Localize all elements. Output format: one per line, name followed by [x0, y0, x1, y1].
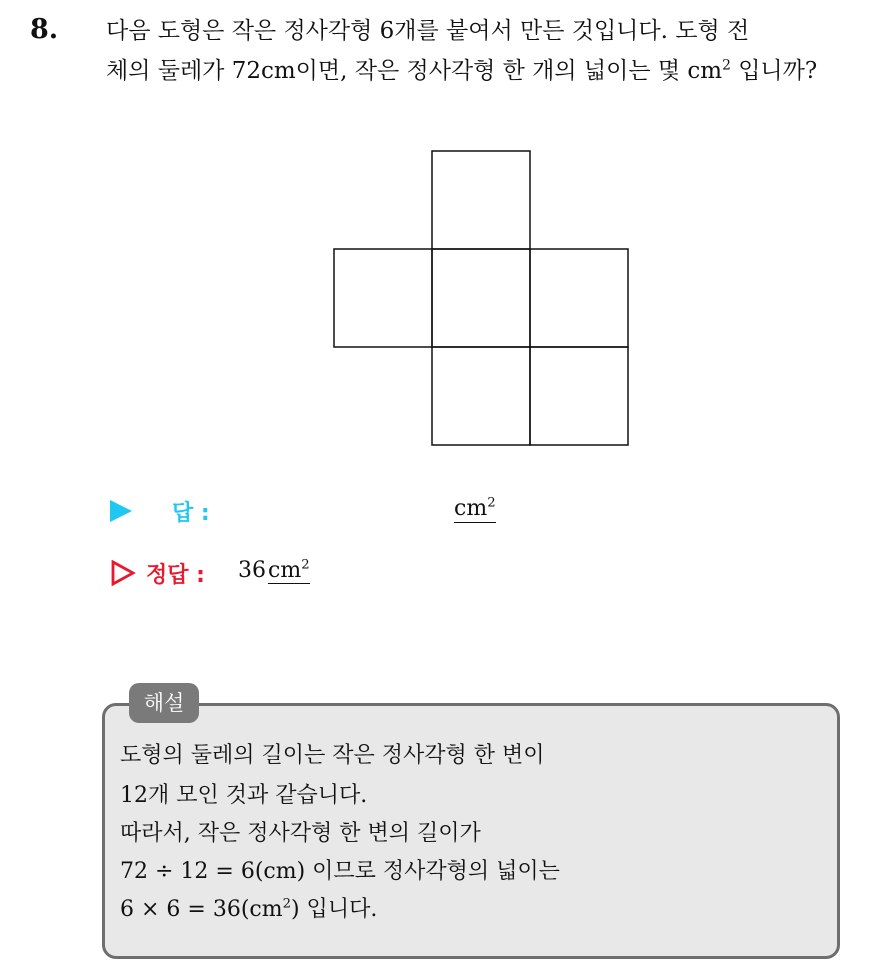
square-bottom-right	[530, 347, 628, 445]
answer-blank[interactable]	[454, 496, 496, 523]
answer-unit: cm	[454, 496, 488, 521]
explanation-line-1: 도형의 둘레의 길이는 작은 정사각형 한 변이	[120, 743, 545, 768]
square-middle-right	[530, 249, 628, 347]
square-top	[432, 151, 530, 249]
answer-marker-icon	[110, 500, 132, 522]
correct-answer-value: 36	[238, 558, 266, 583]
answer-label: 답 :	[172, 501, 210, 526]
correct-answer-marker-icon	[110, 560, 136, 586]
explanation-line-2: 12개 모인 것과 같습니다.	[120, 783, 368, 808]
square-bottom-center	[432, 347, 530, 445]
correct-answer-unit-superscript: 2	[301, 557, 310, 573]
question-line2-superscript: 2	[722, 57, 731, 74]
square-middle-left	[334, 249, 432, 347]
explanation-tab: 해설	[129, 683, 199, 723]
square-middle-center	[432, 249, 530, 347]
question-text-line-2	[106, 56, 817, 86]
explanation-line5-superscript: 2	[282, 896, 291, 912]
correct-answer-unit: cm	[268, 558, 302, 583]
explanation-line5-prefix: 6 × 6 = 36(cm	[120, 897, 283, 922]
answer-unit-superscript: 2	[487, 495, 496, 511]
question-line2-suffix: 입니까?	[730, 58, 818, 84]
correct-answer-unit-group	[268, 558, 310, 584]
question-line2-prefix: 체의 둘레가 72cm이면, 작은 정사각형 한 개의 넓이는 몇 cm	[106, 58, 723, 84]
correct-answer-value-group	[238, 558, 310, 583]
explanation-line-4: 72 ÷ 12 = 6(cm) 이므로 정사각형의 넓이는	[120, 859, 560, 884]
question-number: 8.	[30, 14, 59, 45]
explanation-line-3: 따라서, 작은 정사각형 한 변의 길이가	[120, 821, 481, 846]
correct-answer-label: 정답 :	[146, 563, 205, 588]
explanation-line5-suffix: ) 입니다.	[290, 897, 378, 922]
explanation-line-5	[120, 895, 377, 925]
question-text-line-1: 다음 도형은 작은 정사각형 6개를 붙여서 만든 것입니다. 도형 전	[106, 18, 750, 44]
